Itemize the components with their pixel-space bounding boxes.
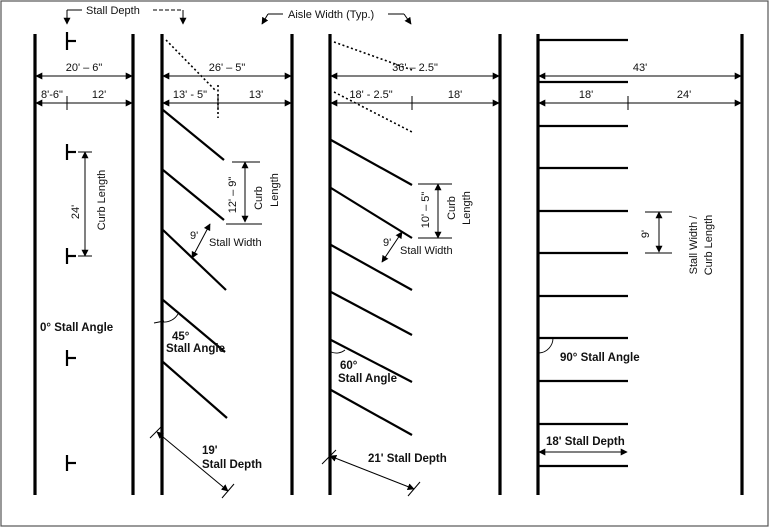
header-aisle-width-callout [262,9,411,24]
curb-length-label-2: Length [269,173,281,207]
header-stall-depth-label: Stall Depth [86,5,140,17]
curb-length-value: 24' [70,204,82,220]
panel-60-degree [322,34,500,496]
stall-angle-label: 90° Stall Angle [560,352,640,364]
stall-depth-callout: 18' Stall Depth [546,436,625,448]
stall-t-markers [67,32,76,471]
panel-0-degree [35,32,133,495]
total-width-label: 20' – 6" [65,62,103,74]
stall-lines [331,140,412,435]
stall-angle-label: 0° Stall Angle [40,322,114,334]
stall-depth-label: 13' - 5" [172,89,208,101]
stall-angle-value: 45° [172,331,190,343]
diagram-frame [1,1,768,526]
stall-width-value: 9' [383,237,392,249]
stall-lines [163,110,227,418]
stall-angle-value: 60° [340,360,358,372]
stall-depth-value: 19' [202,445,218,457]
aisle-width-label: 24' [676,89,692,101]
header-stall-depth-callout [67,5,183,24]
stall-width-value: 9' [640,229,652,239]
curb-length-label: Curb Length [96,169,108,231]
aisle-width-label: 13' [248,89,264,101]
stall-depth-callout: 21' Stall Depth [368,453,447,465]
stall-width-label-2: Curb Length [703,214,715,276]
curb-length-label-2: Length [461,191,473,225]
total-width-label: 43' [632,62,648,74]
total-width-label: 36' – 2.5" [392,62,438,74]
aisle-width-label: 12' [91,89,107,101]
curb-length-value: 10' – 5" [420,191,432,229]
stall-angle-label: Stall Angle [338,373,397,385]
stall-width-label: Stall Width [400,245,453,257]
curb-length-label-1: Curb [446,196,458,220]
stall-width-label-1: Stall Width / [688,215,700,275]
curb-length-label-1: Curb [253,186,265,210]
stall-depth-label: 18' - 2.5" [349,89,393,101]
stall-angle-label: Stall Angle [166,343,225,355]
stall-lines [539,40,628,466]
panel-45-degree [150,34,292,498]
stall-depth-label: 8'-6" [41,89,63,101]
stall-width-label: Stall Width [209,237,262,249]
panel-90-degree [538,34,742,495]
total-width-label: 26' – 5" [208,62,246,74]
curb-length-value: 12' – 9" [227,176,239,214]
stall-depth-label: 18' [578,89,594,101]
stall-depth-callout: Stall Depth [202,459,263,471]
stall-width-value: 9' [190,230,199,242]
header-aisle-width-label: Aisle Width (Typ.) [288,9,375,21]
aisle-width-label: 18' [447,89,463,101]
